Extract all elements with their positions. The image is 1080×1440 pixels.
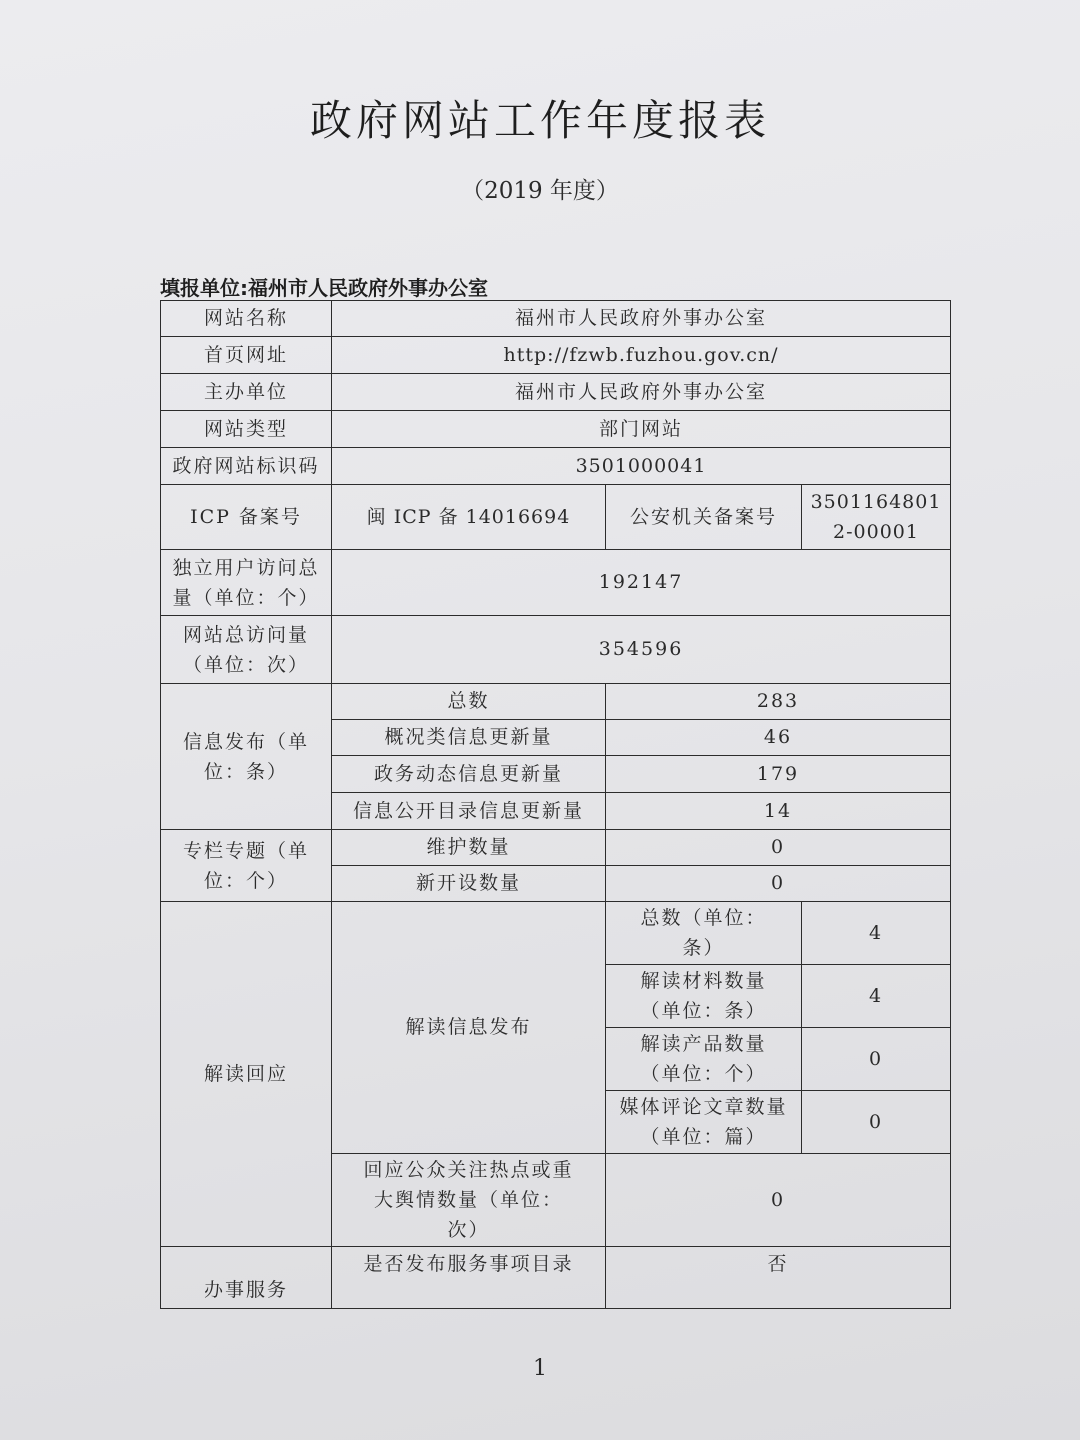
icp-value: 闽 ICP 备 14016694 (332, 485, 606, 550)
page-number: 1 (533, 1356, 547, 1381)
site-type-value: 部门网站 (332, 411, 951, 448)
columns-item-value: 0 (606, 830, 951, 866)
police-record-value: 35011648012-00001 (802, 485, 951, 550)
info-release-item-label: 概况类信息更新量 (332, 720, 606, 756)
unique-visitors-value: 192147 (332, 550, 951, 616)
table-row (161, 616, 951, 684)
interpretation-item-label: 解读材料数量（单位：条） (606, 965, 802, 1028)
table-row (161, 337, 951, 374)
service-catalog-label: 是否发布服务事项目录 (332, 1247, 606, 1309)
interpretation-item-value: 4 (802, 965, 951, 1028)
info-release-item-label: 总数 (332, 684, 606, 720)
unique-visitors-label: 独立用户访问总量（单位：个） (161, 550, 332, 616)
sponsor-value: 福州市人民政府外事办公室 (332, 374, 951, 411)
table-row (161, 684, 951, 720)
info-release-item-value: 283 (606, 684, 951, 720)
info-release-item-label: 信息公开目录信息更新量 (332, 793, 606, 830)
site-code-value: 3501000041 (332, 448, 951, 485)
interpretation-item-label: 总数（单位：条） (606, 902, 802, 965)
public-response-label: 回应公众关注热点或重大舆情数量（单位：次） (332, 1154, 606, 1247)
table-row (161, 374, 951, 411)
interpretation-item-label: 解读产品数量（单位：个） (606, 1028, 802, 1091)
table-row (161, 550, 951, 616)
table-row (161, 902, 951, 965)
report-year: （2019 年度） (461, 178, 619, 204)
site-type-label: 网站类型 (161, 411, 332, 448)
police-record-label: 公安机关备案号 (606, 485, 802, 550)
public-response-value: 0 (606, 1154, 951, 1247)
interpretation-release-label: 解读信息发布 (332, 902, 606, 1154)
info-release-item-label: 政务动态信息更新量 (332, 756, 606, 793)
table-row (161, 448, 951, 485)
info-release-label: 信息发布（单位：条） (161, 684, 332, 830)
site-name-label: 网站名称 (161, 301, 332, 337)
info-release-item-value: 14 (606, 793, 951, 830)
homepage-label: 首页网址 (161, 337, 332, 374)
interpretation-item-value: 0 (802, 1028, 951, 1091)
interpretation-label: 解读回应 (161, 902, 332, 1247)
site-code-label: 政府网站标识码 (161, 448, 332, 485)
columns-item-label: 维护数量 (332, 830, 606, 866)
page-views-value: 354596 (332, 616, 951, 684)
report-table (160, 300, 951, 1309)
interpretation-item-value: 4 (802, 902, 951, 965)
sponsor-label: 主办单位 (161, 374, 332, 411)
columns-item-label: 新开设数量 (332, 866, 606, 902)
table-row (161, 485, 951, 550)
page-views-label: 网站总访问量（单位：次） (161, 616, 332, 684)
reporting-unit: 填报单位:福州市人民政府外事办公室 (160, 276, 488, 300)
info-release-item-value: 179 (606, 756, 951, 793)
interpretation-item-label: 媒体评论文章数量（单位：篇） (606, 1091, 802, 1154)
service-catalog-value: 否 (606, 1247, 951, 1309)
table-row (161, 830, 951, 866)
table-row (161, 301, 951, 337)
page-title: 政府网站工作年度报表 (309, 96, 770, 145)
table-row (161, 1247, 951, 1309)
table-row (161, 411, 951, 448)
service-label: 办事服务 (161, 1247, 332, 1309)
info-release-item-value: 46 (606, 720, 951, 756)
icp-label: ICP 备案号 (161, 485, 332, 550)
columns-label: 专栏专题（单位：个） (161, 830, 332, 902)
site-name-value: 福州市人民政府外事办公室 (332, 301, 951, 337)
columns-item-value: 0 (606, 866, 951, 902)
homepage-value: http://fzwb.fuzhou.gov.cn/ (332, 337, 951, 374)
interpretation-item-value: 0 (802, 1091, 951, 1154)
